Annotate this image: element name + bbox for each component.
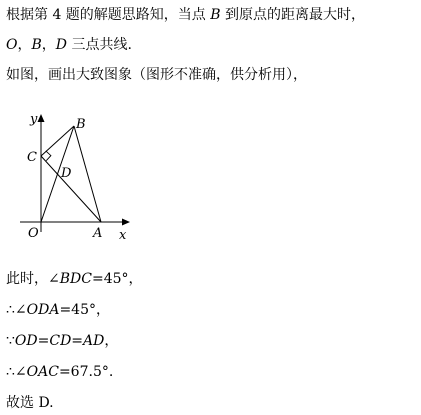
label-x: x	[119, 228, 127, 243]
line-6-equation: OD=CD=AD	[14, 333, 105, 349]
line-2-suffix: 三点共线.	[67, 37, 132, 53]
label-a: A	[93, 226, 103, 241]
right-angle-mark	[46, 151, 51, 161]
line-1-point-b: B	[210, 7, 221, 23]
line-8	[6, 394, 54, 412]
line-1	[6, 6, 365, 24]
line-2-point-d: D	[55, 37, 68, 53]
label-y: y	[30, 112, 38, 127]
line-2-sep-2: ，	[41, 37, 56, 53]
line-6-prefix: ∵	[6, 333, 15, 349]
line-4-prefix: 此时，∠	[6, 271, 60, 287]
line-2-point-b: B	[31, 37, 42, 53]
line-8-text: 故选 D.	[6, 395, 54, 411]
line-1-prefix: 根据第 4 题的解题思路知，当点	[6, 7, 211, 23]
line-2-sep-1: ，	[17, 37, 32, 53]
line-2-point-o: O	[6, 37, 18, 53]
line-4	[6, 270, 143, 288]
line-3	[6, 66, 307, 84]
line-2	[6, 36, 132, 54]
line-5	[6, 301, 110, 319]
y-axis-arrow-icon	[38, 114, 45, 122]
label-c: C	[27, 150, 37, 165]
x-axis-arrow-icon	[122, 219, 130, 226]
line-7-suffix: =67.5°.	[58, 364, 114, 380]
line-5-suffix: =45°，	[59, 302, 110, 318]
line-1-suffix: 到原点的距离最大时，	[220, 7, 366, 23]
line-4-suffix: =45°，	[91, 271, 143, 287]
line-6-suffix: ，	[104, 333, 119, 349]
line-5-prefix: ∴∠	[6, 302, 27, 318]
label-o: O	[28, 226, 39, 241]
line-7	[6, 363, 113, 381]
geometry-figure	[14, 108, 134, 243]
line-3-text: 如图，画出大致图象（图形不准确，供分析用），	[6, 67, 307, 83]
label-b: B	[76, 117, 86, 132]
line-4-angle: BDC	[59, 271, 92, 287]
label-d: D	[61, 166, 72, 181]
line-7-angle: OAC	[26, 364, 59, 380]
line-5-angle: ODA	[26, 302, 60, 318]
line-6	[6, 332, 118, 350]
line-7-prefix: ∴∠	[6, 364, 27, 380]
